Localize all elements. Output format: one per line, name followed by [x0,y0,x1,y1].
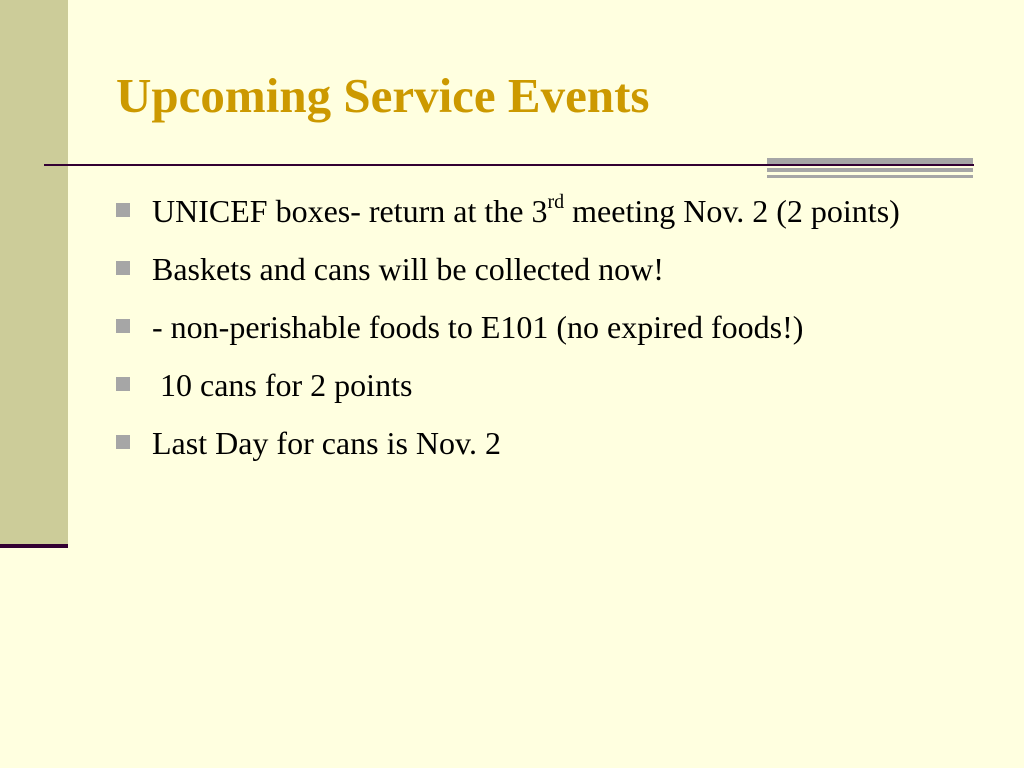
bullet-text-cans-points: 10 cans for 2 points [152,367,413,403]
accent-bars [767,158,973,180]
slide-title: Upcoming Service Events [116,68,650,123]
square-bullet-icon [116,261,130,275]
bullet-text-last-day: Last Day for cans is Nov. 2 [152,425,501,461]
bullet-text-baskets: Baskets and cans will be collected now! [152,251,664,287]
accent-bar-1 [767,158,973,164]
bullet-text-foods: - non-perishable foods to E101 (no expired foods!) [152,309,804,345]
bullet-item-last-day [116,422,996,464]
left-decorative-bar [0,0,68,546]
bullet-text-unicef-start: UNICEF boxes- return at the 3 [152,193,548,229]
bullet-text-unicef-end: meeting Nov. 2 (2 points) [564,193,900,229]
bullet-item-cans-points [116,364,996,406]
square-bullet-icon [116,319,130,333]
square-bullet-icon [116,435,130,449]
left-bar-accent-line [0,544,68,548]
bullet-item-baskets [116,248,996,290]
square-bullet-icon [116,203,130,217]
accent-bar-3 [767,175,973,178]
square-bullet-icon [116,377,130,391]
ordinal-superscript: rd [547,191,565,214]
bullet-list [116,190,996,480]
bullet-item-unicef [116,190,996,232]
bullet-item-foods [116,306,996,348]
accent-bar-2 [767,168,973,172]
